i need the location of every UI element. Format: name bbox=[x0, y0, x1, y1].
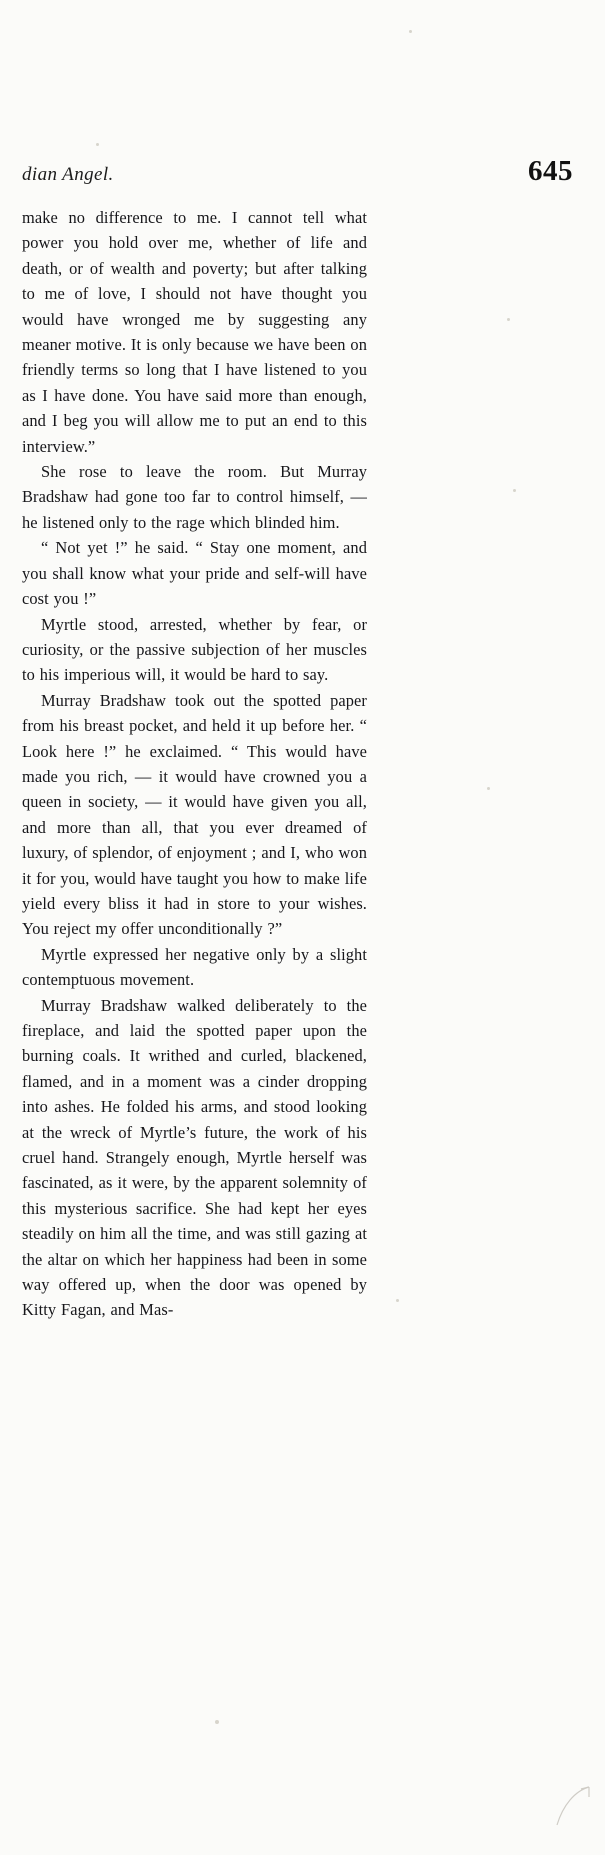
text-column bbox=[22, 205, 367, 1323]
paragraph: She rose to leave the room. But Murray Bradshaw had gone too far to control himself, — he listened only to the rage which blinded him. bbox=[22, 462, 367, 532]
paper-speck bbox=[513, 489, 516, 492]
page-header bbox=[22, 148, 575, 188]
paragraph: “ Not yet !” he said. “ Stay one moment, and you shall know what your pride and self-will have cost you !” bbox=[22, 538, 367, 609]
paper-speck bbox=[96, 143, 99, 146]
page-number: 645 bbox=[528, 155, 573, 187]
paper-speck bbox=[507, 318, 510, 321]
page-corner-curl-mark bbox=[545, 1785, 591, 1837]
paragraph: Murray Bradshaw took out the spotted paper from his breast pocket, and held it up before her. “ Look here !” he exclaimed. “ This would have made you rich, — it would have crowned you a queen in society, — it would have given you all, and more than all, that you ever dreamed of luxury, of splendor, of enjoyment ; and I, who won it for you, would have taught you how to make life yield every bliss it had in store to your wishes. You reject my offer unconditionally ?” bbox=[22, 690, 367, 939]
paragraph: Murray Bradshaw walked deliberately to the fireplace, and laid the spotted paper upon the burning coals. It writhed and curled, blackened, flamed, and in a moment was a cinder dropping into ashes. He folded his arms, and stood looking at the wreck of Myrtle’s future, the work of his cruel hand. Strangely enough, Myrtle herself was fascinated, as it were, by the apparent solemnity of this mysterious sacrifice. She had kept her eyes steadily on him all the time, and was still gazing at the altar on which her happiness had been in some way offered up, when the door was opened by Kitty Fagan, and Mas- bbox=[22, 995, 367, 1320]
paragraph: Myrtle expressed her negative only by a slight contemptuous movement. bbox=[22, 944, 367, 990]
paper-speck bbox=[409, 30, 412, 33]
paper-speck bbox=[487, 787, 490, 790]
paper-speck bbox=[215, 1720, 219, 1724]
running-title: dian Angel. bbox=[22, 164, 114, 185]
paragraph: Myrtle stood, arrested, whether by fear, or curiosity, or the passive subjection of her muscles to his imperious will, it would be hard to say. bbox=[22, 614, 367, 685]
paper-speck bbox=[396, 1299, 399, 1302]
paragraph: make no difference to me. I cannot tell what power you hold over me, whether of life and death, or of wealth and poverty; but after talking to me of love, I should not have thought you would have wronged me by suggesting any meaner motive. It is only because we have been on friendly terms so long that I have listened to you as I have done. You have said more than enough, and I beg you will allow me to put an end to this interview.” bbox=[22, 208, 367, 456]
